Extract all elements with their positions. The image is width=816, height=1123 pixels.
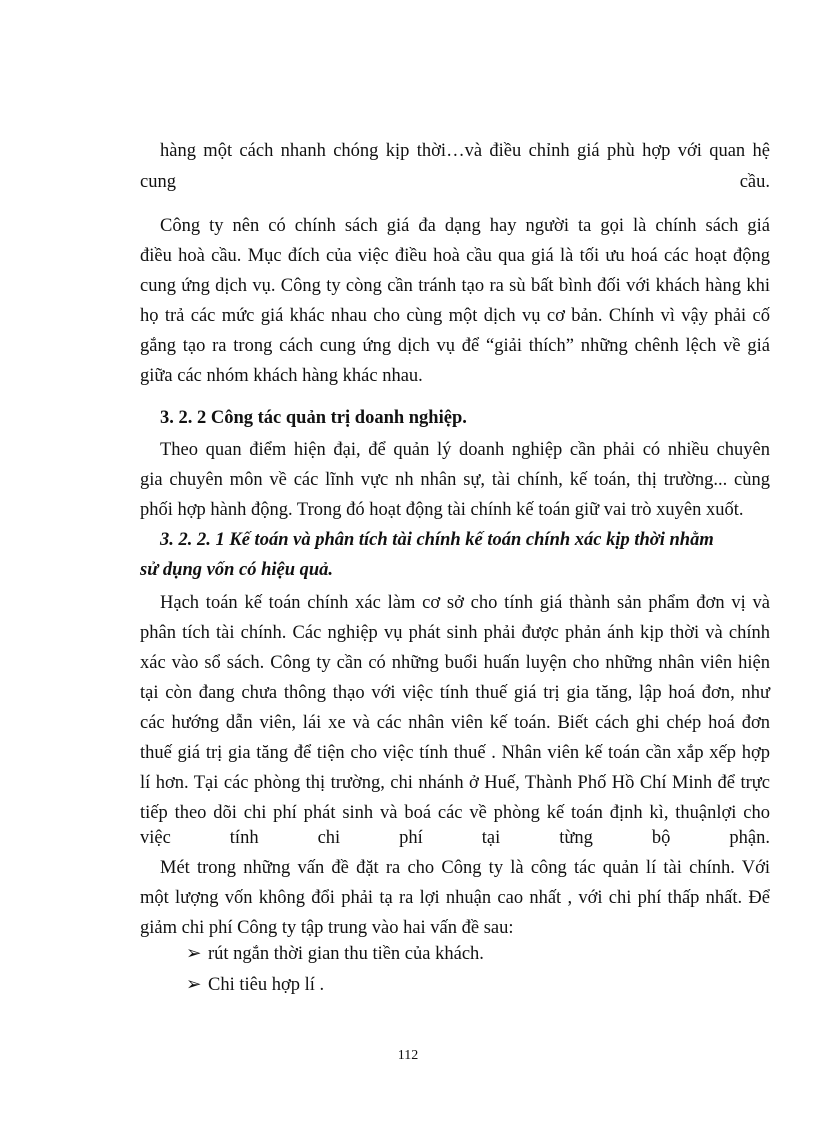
page-number: 112 [397,1048,419,1063]
paragraph-line [140,170,770,194]
paragraph-line: tiếp theo dõi chi phí phát sinh và boá các về phòng kế toán định kì, thuậnlợi cho [140,803,770,823]
paragraph-line: các hướng dẫn viên, lái xe và các nhân viên kế toán. Biết cách ghi chép hoá đơn [140,713,770,733]
word: cung [140,172,176,192]
paragraph-line: Mét trong những vấn đề đặt ra cho Công ty là công tác quản lí tài chính. Với [160,858,770,878]
paragraph-line: lí hơn. Tại các phòng thị trường, chi nhánh ở Huế, Thành Phố Hồ Chí Minh để trực [140,773,770,793]
paragraph-line: hàng một cách nhanh chóng kịp thời…và điều chỉnh giá phù hợp với quan hệ [160,141,770,161]
subsection-heading: sử dụng vốn có hiệu quả. [140,560,334,580]
word: phận. [729,828,770,848]
list-item [186,973,324,997]
paragraph-line: xác vào sổ sách. Công ty cần có những buổi huấn luyện cho những nhân viên hiện [140,653,770,673]
paragraph-line: thuế giá trị gia tăng để tiện cho việc tính thuế . Nhân viên kế toán cần xắp xếp hợp [140,743,770,763]
list-item [186,942,484,966]
paragraph-line: phân tích tài chính. Các nghiệp vụ phát sinh phải được phản ánh kịp thời và chính [140,623,770,643]
word: việc [140,828,171,848]
paragraph-line: họ trả các mức giá khác nhau cho cùng một dịch vụ cơ bản. Chính vì vậy phải cố [140,306,770,326]
paragraph-line: gắng tạo ra trong cách cung ứng dịch vụ để “giải thích” những chênh lệch về giá [140,336,770,356]
paragraph-line: tại còn đang chưa thông thạo với việc tính thuế giá trị gia tăng, lập hoá đơn, như [140,683,770,703]
paragraph-line: Hạch toán kế toán chính xác làm cơ sở cho tính giá thành sản phẩm đơn vị và [160,593,770,613]
paragraph-line [140,826,770,850]
word: tại [481,828,501,848]
paragraph-line: Công ty nên có chính sách giá đa dạng hay người ta gọi là chính sách giá [160,216,770,236]
word: cầu. [739,172,770,192]
word: chi [317,828,341,848]
paragraph-line: phối hợp hành động. Trong đó hoạt động tài chính kế toán giữ vai trò xuyên xuốt. [140,500,744,520]
list-item-text: Chi tiêu hợp lí . [208,975,325,995]
subsection-heading: 3. 2. 2. 1 Kế toán và phân tích tài chính kế toán chính xác kịp thời nhằm [160,530,714,550]
paragraph-line: điều hoà cầu. Mục đích của việc điều hoà cầu qua giá là tối ưu hoá các hoạt động [140,246,770,266]
paragraph-line: giữa các nhóm khách hàng khác nhau. [140,366,423,386]
list-item-text: rút ngắn thời gian thu tiền của khách. [208,944,484,964]
word: từng [559,828,593,848]
paragraph-line: Theo quan điểm hiện đại, để quản lý doanh nghiệp cần phải có nhiều chuyên [160,440,770,460]
word: tính [229,828,259,848]
paragraph-line: gia chuyên môn về các lĩnh vực nh nhân sự, tài chính, kế toán, thị trường... cùng [140,470,770,490]
paragraph-line: giảm chi phí Công ty tập trung vào hai vấn đề sau: [140,918,514,938]
word: phí [399,828,423,848]
section-heading: 3. 2. 2 Công tác quản trị doanh nghiệp. [160,408,467,428]
paragraph-line: cung ứng dịch vụ. Công ty còng cần tránh tạo ra sù bất bình đối với khách hàng khi [140,276,770,296]
arrow-bullet-icon: ➢ [186,975,202,995]
word: bộ [651,828,671,848]
arrow-bullet-icon: ➢ [186,944,202,964]
paragraph-line: một lượng vốn không đổi phải tạ ra lợi nhuận cao nhất , với chi phí thấp nhất. Để [140,888,770,908]
